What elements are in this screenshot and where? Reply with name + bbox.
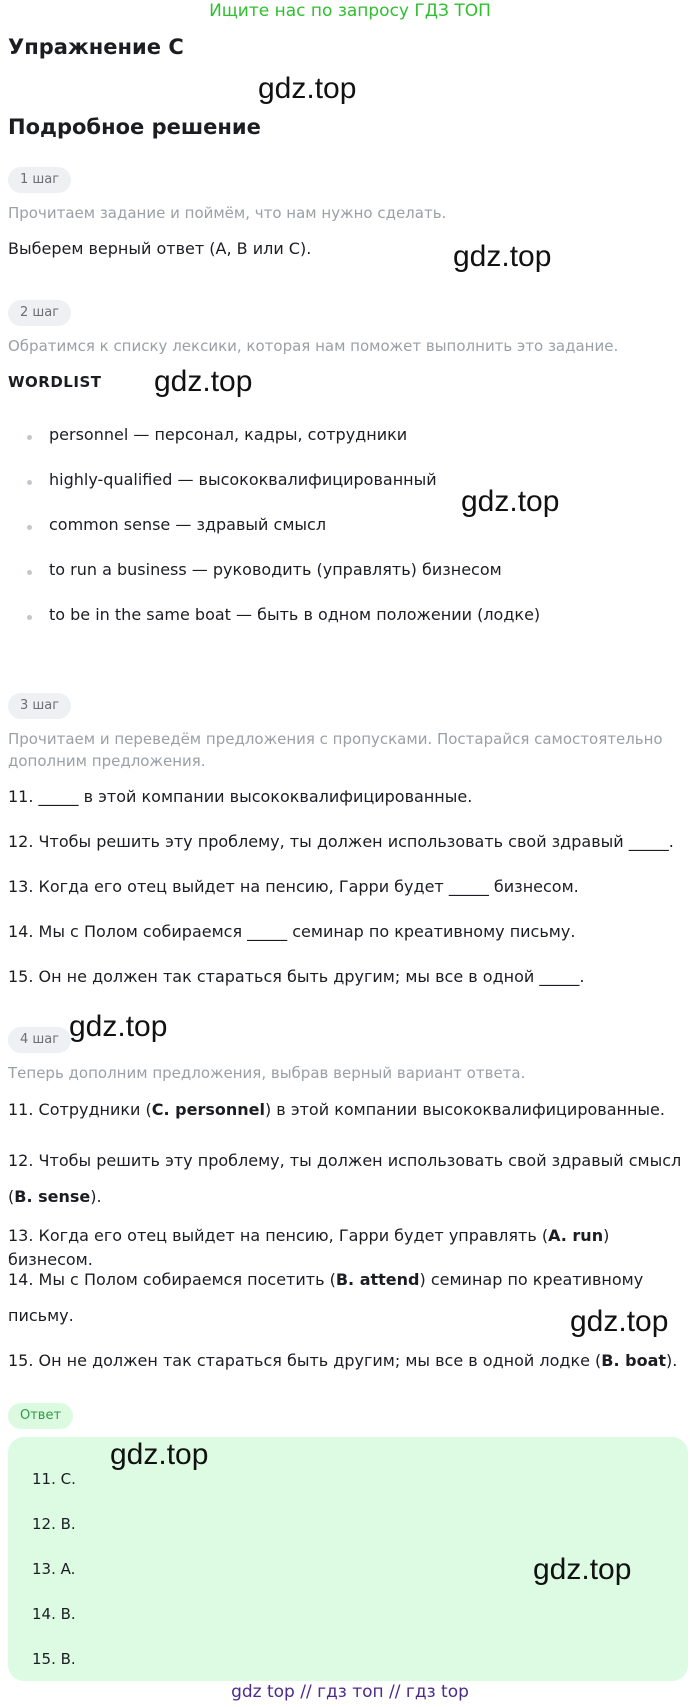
- search-banner: Ищите нас по запросу ГДЗ ТОП: [209, 1, 491, 21]
- watermark: gdz.top: [258, 72, 357, 105]
- sentence-text: 15. Он не должен так стараться быть другим; мы все в одной лодке (: [8, 1351, 602, 1370]
- wordlist-item: common sense — здравый смысл: [49, 515, 327, 534]
- wordlist-item: highly-qualified — высококвалифицированный: [49, 470, 437, 489]
- bullet-dot: [27, 615, 32, 620]
- answer-badge-label: Ответ: [8, 1403, 73, 1429]
- wordlist-item: to run a business — руководить (управлять) бизнесом: [49, 560, 502, 579]
- step-4-badge: [8, 1027, 71, 1053]
- answer-item: 13. A.: [32, 1560, 76, 1578]
- step-badge-label: 1 шаг: [8, 167, 71, 193]
- sentence-text: 14. Мы с Полом собираемся посетить (: [8, 1270, 336, 1289]
- step-2-hint: Обратимся к списку лексики, которая нам поможет выполнить это задание.: [8, 337, 619, 355]
- watermark: gdz.top: [110, 1438, 209, 1471]
- sentence-text: 12. Чтобы решить эту проблему, ты должен использовать свой здравый смысл (: [8, 1151, 682, 1206]
- step-badge-label: 3 шаг: [8, 693, 71, 719]
- chosen-option: B. attend: [335, 1270, 420, 1289]
- sentence-11: 11. _____ в этой компании высококвалифицированные.: [8, 787, 473, 806]
- chosen-option: B. boat: [601, 1351, 667, 1370]
- sentence-14: 14. Мы с Полом собираемся _____ семинар по креативному письму.: [8, 922, 576, 941]
- sentence-text: ) семинар по креативному письму.: [8, 1270, 644, 1325]
- watermark: gdz.top: [570, 1305, 669, 1338]
- sentence-text: ) в этой компании высококвалифицированные.: [264, 1100, 665, 1119]
- wordlist-item: to be in the same boat — быть в одном положении (лодке): [49, 605, 541, 624]
- sentence-12: 12. Чтобы решить эту проблему, ты должен использовать свой здравый _____.: [8, 832, 674, 851]
- exercise-title: Упражнение C: [8, 35, 184, 59]
- bullet-dot: [27, 480, 32, 485]
- watermark: gdz.top: [533, 1553, 632, 1586]
- bullet-dot: [27, 435, 32, 440]
- sentence-15: 15. Он не должен так стараться быть другим; мы все в одной _____.: [8, 967, 585, 986]
- answer-sentence-12: [8, 1143, 688, 1215]
- step-3-hint: Прочитаем и переведём предложения с пропусками. Постарайся самостоятельно дополним предложения.: [8, 730, 663, 770]
- answer-item: 11. C.: [32, 1470, 76, 1488]
- sentence-text: ).: [90, 1187, 102, 1206]
- bullet-dot: [27, 570, 32, 575]
- step-2-badge: [8, 300, 71, 326]
- step-badge-label: 4 шаг: [8, 1027, 71, 1053]
- step-1-badge: [8, 167, 71, 193]
- wordlist-item: personnel — персонал, кадры, сотрудники: [49, 425, 408, 444]
- solution-title: Подробное решение: [8, 115, 261, 139]
- step-3-badge: [8, 693, 71, 719]
- sentence-text: ) бизнесом.: [8, 1226, 610, 1269]
- answer-badge: [8, 1403, 73, 1429]
- step-1-text: Выберем верный ответ (A, B или C).: [8, 239, 312, 258]
- sentence-13: 13. Когда его отец выйдет на пенсию, Гарри будет _____ бизнесом.: [8, 877, 579, 896]
- step-4-hint: Теперь дополним предложения, выбрав верный вариант ответа.: [8, 1064, 526, 1082]
- watermark: gdz.top: [69, 1010, 168, 1043]
- step-badge-label: 2 шаг: [8, 300, 71, 326]
- chosen-option: C. personnel: [151, 1100, 265, 1119]
- wordlist-title: WORDLIST: [8, 373, 102, 391]
- watermark: gdz.top: [461, 485, 560, 518]
- watermark: gdz.top: [154, 365, 253, 398]
- chosen-option: A. run: [548, 1226, 604, 1245]
- answer-sentence-15: [8, 1349, 688, 1373]
- chosen-option: B. sense: [14, 1187, 91, 1206]
- bullet-dot: [27, 525, 32, 530]
- sentence-text: ).: [666, 1351, 678, 1370]
- watermark: gdz.top: [453, 240, 552, 273]
- sentence-text: 11. Сотрудники (: [8, 1100, 152, 1119]
- answer-item: 12. B.: [32, 1515, 76, 1533]
- answer-sentence-11: [8, 1098, 688, 1122]
- answer-item: 15. B.: [32, 1650, 76, 1668]
- answer-item: 14. B.: [32, 1605, 76, 1623]
- sentence-text: 13. Когда его отец выйдет на пенсию, Гарри будет управлять (: [8, 1226, 549, 1245]
- footer-links[interactable]: gdz top // гдз топ // гдз top: [231, 1682, 469, 1702]
- step-1-hint: Прочитаем задание и поймём, что нам нужно сделать.: [8, 204, 447, 222]
